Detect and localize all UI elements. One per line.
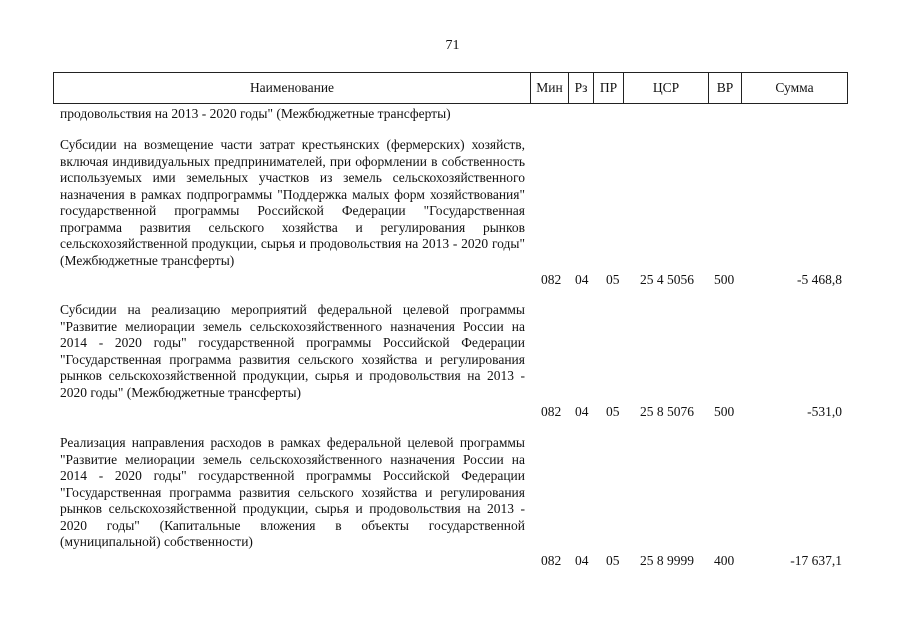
row-pr: 05 xyxy=(606,553,620,568)
row-min: 082 xyxy=(541,553,562,568)
row-pr: 05 xyxy=(606,272,620,287)
row-min: 082 xyxy=(541,404,562,419)
row-description: Субсидии на реализацию мероприятий федеральной целевой программы "Развитие мелиорации земель сельскохозяйственного назначения России на 2014 - 2020 годы" государственной программы Российской Федерации "Государственная программа развития сельского хозяйства и регулирования рынков сельскохозяйственной продукции, сырья и продовольствия на 2013 - 2020 годы" (Межбюджетные трансферты) xyxy=(60,302,525,400)
row-rz: 04 xyxy=(575,404,589,419)
header-vr: ВР xyxy=(716,80,734,95)
row-csr: 25 8 9999 xyxy=(640,553,694,568)
header-pr: ПР xyxy=(599,80,618,95)
row-min: 082 xyxy=(541,272,562,287)
row-pr: 05 xyxy=(606,404,620,419)
table-header xyxy=(53,72,848,104)
row-rz: 04 xyxy=(575,553,589,568)
row-vr: 500 xyxy=(714,272,735,287)
page-number: 71 xyxy=(445,38,460,53)
row-description: Реализация направления расходов в рамках федеральной целевой программы "Развитие мелиорации земель сельскохозяйственного назначения России на 2014 - 2020 годы" государственной программы Российской Федерации "Государственная программа развития сельского хозяйства и регулирования рынков сельскохозяйственной продукции, сырья и продовольствия на 2013 - 2020 годы" (Капитальные вложения в объекты государственной (муниципальной) собственности) xyxy=(60,435,525,549)
row-csr: 25 4 5056 xyxy=(640,272,694,287)
row-sum: -5 468,8 xyxy=(797,272,842,287)
row-description: Субсидии на возмещение части затрат крестьянских (фермерских) хозяйств, включая индивидуальных предпринимателей, при оформлении в собственность используемых ими земельных участков из земель сельскохозяйственного назначения в рамках подпрограммы "Поддержка малых форм хозяйствования" государственной программы Российской Федерации "Государственная программа развития сельского хозяйства и регулирования рынков сельскохозяйственной продукции, сырья и продовольствия на 2013 - 2020 годы" (Межбюджетные трансферты) xyxy=(60,137,525,268)
header-rz: Рз xyxy=(574,80,588,95)
header-sum: Сумма xyxy=(775,80,814,95)
row-vr: 400 xyxy=(714,553,735,568)
header-csr: ЦСР xyxy=(652,80,680,95)
row-rz: 04 xyxy=(575,272,589,287)
row-csr: 25 8 5076 xyxy=(640,404,694,419)
header-name: Наименование xyxy=(249,80,335,95)
row-sum: -17 637,1 xyxy=(790,553,842,568)
row-vr: 500 xyxy=(714,404,735,419)
continuation-text: продовольствия на 2013 - 2020 годы" (Межбюджетные трансферты) xyxy=(60,106,451,121)
header-min: Мин xyxy=(536,80,563,95)
row-sum: -531,0 xyxy=(807,404,842,419)
